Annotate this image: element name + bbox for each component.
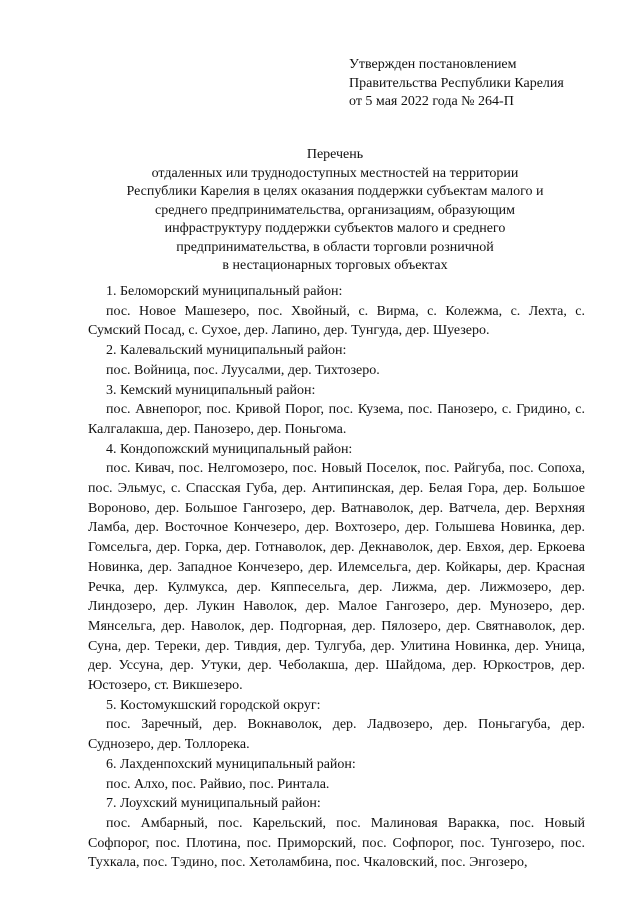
approval-block [349, 56, 564, 112]
title-line: инфраструктуру поддержки субъектов малого и среднего [164, 221, 506, 236]
district-places: пос. Авнепорог, пос. Кривой Порог, пос. Кузема, пос. Панозеро, с. Гридино, с. Калгалакша, дер. Панозеро, дер. Поньгома. [88, 402, 585, 437]
district-heading: 7. Лоухский муниципальный район: [106, 796, 321, 812]
title-line: в нестационарных торговых объектах [222, 258, 448, 273]
approval-line: Правительства Республики Карелия [349, 75, 564, 91]
district-heading: 5. Костомукшский городской округ: [106, 697, 321, 713]
district-heading: 6. Лахденпохский муниципальный район: [106, 756, 356, 772]
title-line: Перечень [306, 147, 364, 162]
district-heading: 3. Кемский муниципальный район: [106, 382, 316, 398]
approval-line: от 5 мая 2022 года № 264-П [349, 94, 514, 109]
district-places: пос. Заречный, дер. Вокнаволок, дер. Ладвозеро, дер. Поньгагуба, дер. Суднозеро, дер. Толлорека. [88, 717, 585, 753]
title-line: отдаленных или труднодоступных местностей на территории [151, 165, 519, 181]
title-line: Республики Карелия в целях оказания поддержки субъектам малого и [126, 184, 544, 199]
district-list [88, 282, 585, 873]
district-places: пос. Кивач, пос. Нелгомозеро, пос. Новый Поселок, пос. Райгуба, пос. Сопоха, пос. Эльмус, с. Спасская Губа, дер. Антипинская, дер. Белая Гора, дер. Большое Вороново, дер. Большое Гангозеро, дер. Ватнаволок, дер. Ватчела, дер. Верхняя Ламба, дер. Восточное Кончезеро, дер. Вохтозеро, дер. Голышева Новинка, дер. Гомсельга, дер. Горка, дер. Готнаволок, дер. Декнаволок, дер. Евхоя, дер. Еркоева Новинка, дер. Западное Кончезеро, дер. Илемсельга, дер. Койкары, дер. Красная Речка, дер. Кулмукса, дер. Кяппесельга, дер. Лижма, дер. Лижмозеро, дер. Линдозеро, дер. Лукин Наволок, дер. Малое Гангозеро, дер. Мунозеро, дер. Мянсельга, дер. Наволок, дер. Подгорная, дер. Пялозеро, дер. Святнаволок, дер. Суна, дер. Тереки, дер. Тивдия, дер. Тулгуба, дер. Улитина Новинка, дер. Уница, дер. Уссуна, дер. Утуки, дер. Чеболакша, дер. Шайдома, дер. Юркостров, дер. Юстозеро, ст. Викшезеро. [88, 461, 585, 694]
document-title [70, 146, 600, 276]
district-places: пос. Войница, пос. Луусалми, дер. Тихтозеро. [106, 362, 380, 378]
district-places: пос. Новое Машезеро, пос. Хвойный, с. Вирма, с. Колежма, с. Лехта, с. Сумский Посад, с. Сухое, дер. Лапино, дер. Тунгуда, дер. Шуезеро. [88, 303, 585, 339]
title-line: предпринимательства, в области торговли розничной [176, 239, 494, 255]
district-heading: 4. Кондопожский муниципальный район: [106, 441, 353, 457]
district-heading: 1. Беломорский муниципальный район: [106, 284, 343, 299]
district-places: пос. Алхо, пос. Райвио, пос. Ринтала. [106, 776, 330, 792]
district-heading: 2. Калевальский муниципальный район: [106, 343, 347, 359]
title-line: среднего предпринимательства, организациям, образующим [154, 202, 515, 218]
approval-line: Утвержден постановлением [349, 57, 517, 72]
district-places: пос. Амбарный, пос. Карельский, пос. Малиновая Варакка, пос. Новый Софпорог, пос. Плотина, пос. Приморский, пос. Софпорог, пос. Тунгозеро, пос. Тухкала, пос. Тэдино, пос. Хетоламбина, пос. Чкаловский, пос. Энгозеро, [88, 815, 585, 871]
